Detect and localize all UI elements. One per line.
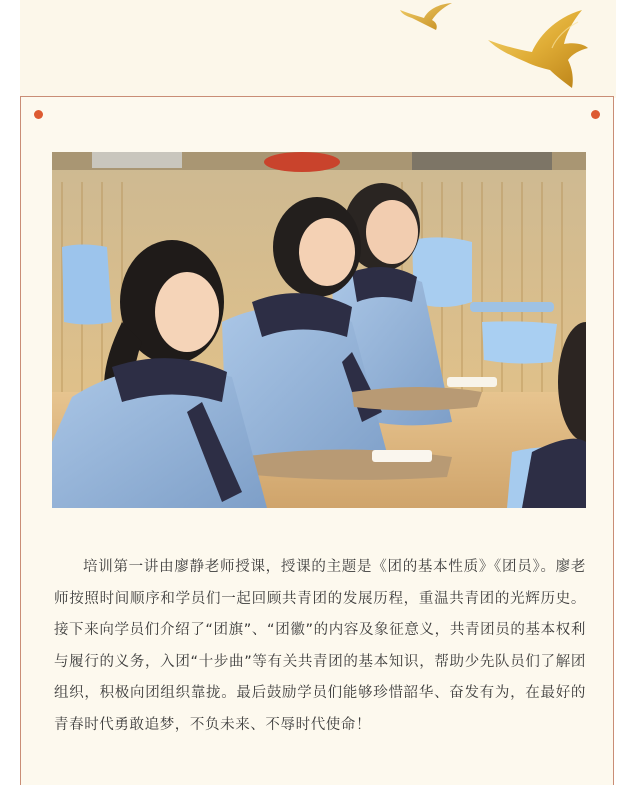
decor-dot — [591, 110, 600, 119]
decor-dot — [34, 110, 43, 119]
dove-icon — [398, 2, 454, 32]
article-paragraph: 培训第一讲由廖静老师授课，授课的主题是《团的基本性质》《团员》。廖老师按照时间顺序和学员们一起回顾共青团的发展历程，重温共青团的光辉历史。接下来向学员们介绍了“团旗”、“团徽”的内容及象征意义，共青团员的基本权利与履行的义务，入团“十步曲”等有关共青团的基本知识，帮助少先队员们了解团组织，积极向团组织靠拢。最后鼓励学员们能够珍惜韶华、奋发有为，在最好的青春时代勇敢追梦，不负未来、不辱时代使命！ — [54, 559, 586, 733]
dove-icon — [486, 8, 590, 90]
content-card — [20, 96, 614, 785]
classroom-photo — [52, 152, 586, 508]
